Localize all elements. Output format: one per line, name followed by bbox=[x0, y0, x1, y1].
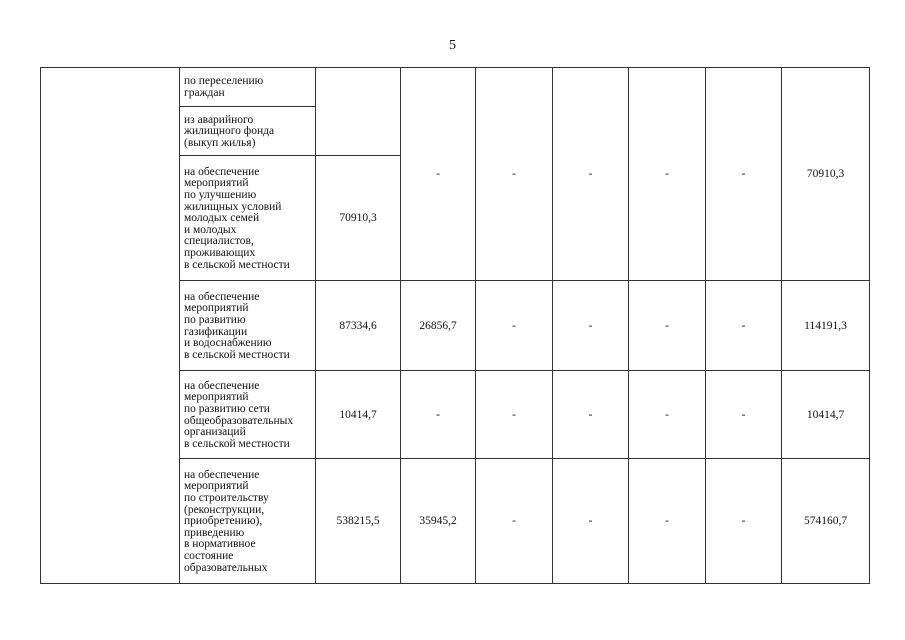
value-cell bbox=[316, 281, 401, 371]
description-line: граждан bbox=[184, 87, 225, 99]
description-line: проживающих bbox=[184, 246, 256, 259]
value-text: - bbox=[512, 515, 516, 527]
description-line: мероприятий bbox=[184, 177, 249, 190]
description-line: на обеспечение bbox=[184, 165, 260, 178]
description-line: по развитию bbox=[184, 313, 246, 326]
description-line: (реконструкции, bbox=[184, 503, 265, 516]
description-line: мероприятий bbox=[184, 302, 249, 315]
value-text: - bbox=[665, 408, 669, 421]
value-cell bbox=[782, 371, 870, 459]
description-line: по переселению bbox=[184, 75, 264, 88]
row-description bbox=[180, 459, 316, 584]
description-line: в сельской местности bbox=[184, 348, 290, 361]
value-text: - bbox=[588, 408, 593, 421]
value-cell bbox=[629, 371, 706, 459]
value-cell bbox=[476, 459, 553, 584]
value-text: 70910,3 bbox=[339, 212, 377, 224]
value-text: - bbox=[512, 168, 516, 180]
value-text: - bbox=[665, 168, 669, 180]
value-text: - bbox=[741, 168, 746, 180]
value-text: 10414,7 bbox=[806, 408, 845, 421]
row-description bbox=[180, 371, 316, 459]
value-cell bbox=[401, 281, 476, 371]
value-text: 538215,5 bbox=[336, 515, 380, 527]
value-cell bbox=[316, 68, 401, 156]
value-text: - bbox=[588, 515, 593, 527]
value-cell bbox=[629, 281, 706, 371]
value-cell bbox=[782, 281, 870, 371]
value-cell bbox=[706, 459, 782, 584]
value-text: 35945,2 bbox=[419, 515, 457, 527]
description-line: мероприятий bbox=[184, 480, 249, 493]
value-text: - bbox=[436, 168, 440, 180]
description-line: приведению bbox=[184, 526, 245, 539]
budget-table bbox=[40, 67, 870, 584]
page-number: 5 bbox=[449, 38, 456, 53]
description-line: в нормативное bbox=[184, 538, 256, 551]
value-cell bbox=[553, 459, 629, 584]
value-text: 574160,7 bbox=[803, 515, 848, 527]
description-line: жилищных условий bbox=[184, 200, 282, 213]
value-text: - bbox=[588, 319, 593, 332]
value-text: - bbox=[665, 515, 669, 527]
value-cell bbox=[553, 68, 629, 281]
value-cell bbox=[401, 371, 476, 459]
value-text: 70910,3 bbox=[806, 168, 845, 180]
row-description bbox=[180, 107, 316, 156]
value-cell bbox=[401, 68, 476, 281]
value-cell bbox=[316, 371, 401, 459]
description-line: и водоснабжению bbox=[184, 337, 272, 350]
value-text: 114191,3 bbox=[804, 319, 847, 332]
value-cell bbox=[706, 281, 782, 371]
value-text: - bbox=[588, 168, 593, 180]
value-cell bbox=[316, 459, 401, 584]
description-line: (выкуп жилья) bbox=[184, 136, 256, 149]
description-line: и молодых bbox=[184, 223, 237, 236]
value-cell bbox=[476, 371, 553, 459]
description-line: образовательных bbox=[184, 561, 268, 574]
value-text: - bbox=[436, 408, 440, 421]
value-text: - bbox=[512, 408, 516, 421]
value-text: - bbox=[741, 319, 746, 332]
row-description bbox=[180, 281, 316, 371]
value-text: - bbox=[512, 319, 516, 332]
value-text: 87334,6 bbox=[339, 319, 377, 332]
value-cell bbox=[553, 371, 629, 459]
value-cell bbox=[706, 371, 782, 459]
description-line: в сельской местности bbox=[184, 258, 290, 271]
value-cell bbox=[782, 68, 870, 281]
program-name-cell bbox=[41, 68, 180, 584]
value-cell bbox=[553, 281, 629, 371]
value-cell bbox=[629, 459, 706, 584]
description-line: молодых семей bbox=[184, 212, 260, 225]
value-cell bbox=[316, 156, 401, 281]
value-text: - bbox=[741, 408, 746, 421]
description-line: состояние bbox=[184, 549, 234, 562]
value-cell bbox=[782, 459, 870, 584]
table-row bbox=[41, 68, 870, 107]
value-text: - bbox=[741, 515, 746, 527]
description-line: по строительству bbox=[184, 492, 269, 505]
description-line: приобретению), bbox=[184, 515, 263, 528]
description-line: на обеспечение bbox=[184, 379, 260, 392]
description-line: на обеспечение bbox=[184, 290, 260, 303]
value-cell bbox=[476, 68, 553, 281]
description-line: общеобразовательных bbox=[184, 414, 294, 427]
value-text: - bbox=[665, 319, 669, 332]
row-description bbox=[180, 68, 316, 107]
value-cell bbox=[401, 459, 476, 584]
description-line: мероприятий bbox=[184, 391, 249, 404]
description-line: на обеспечение bbox=[184, 468, 260, 481]
value-cell bbox=[629, 68, 706, 281]
row-description bbox=[180, 156, 316, 281]
description-line: в сельской местности bbox=[184, 437, 290, 450]
value-text: 26856,7 bbox=[419, 319, 457, 332]
description-line: по развитию сети bbox=[184, 402, 270, 415]
value-text: 10414,7 bbox=[339, 408, 377, 421]
description-line: газификации bbox=[184, 325, 248, 338]
description-line: по улучшению bbox=[184, 189, 257, 202]
description-line: организаций bbox=[184, 426, 246, 439]
description-line: специалистов, bbox=[184, 235, 254, 248]
description-line: жилищного фонда bbox=[184, 125, 275, 138]
description-line: из аварийного bbox=[184, 113, 254, 126]
value-cell bbox=[476, 281, 553, 371]
value-cell bbox=[706, 68, 782, 281]
